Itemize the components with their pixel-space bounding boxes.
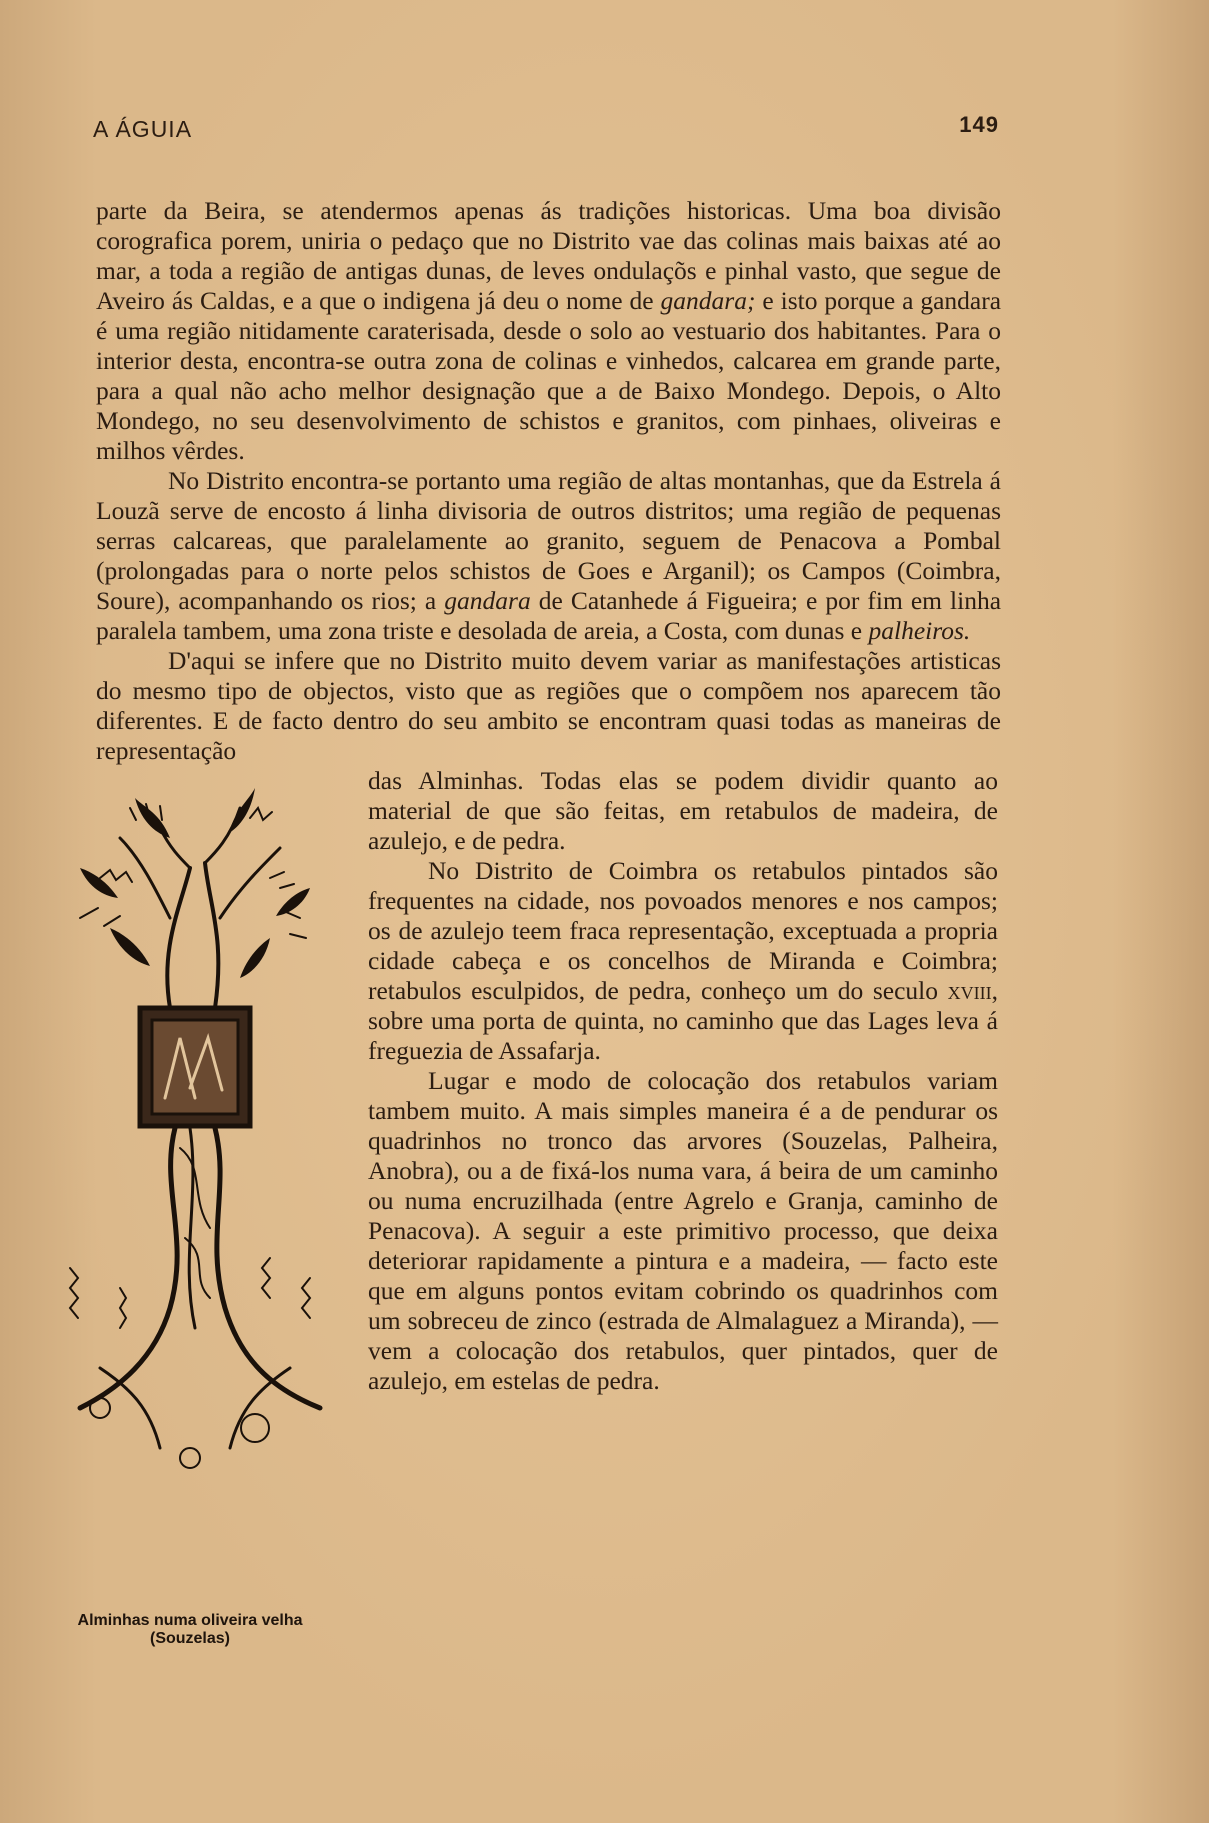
body-text-top [96, 196, 1001, 766]
caption-line-1: Alminhas numa oliveira velha [77, 1612, 303, 1629]
running-title: A ÁGUIA [93, 116, 193, 142]
body-text-lower [368, 856, 998, 1396]
paragraph-5: Lugar e modo de colocação dos retabulos variam tambem muito. A mais simples maneira é a de pendurar os quadrinhos no tronco das arvores (Souzelas, Palheira, Anobra), ou a de fixá-los numa vara, á beira de um caminho ou numa encruzilhada (entre Agrelo e Granja, caminho de Penacova). A seguir a este primitivo processo, que deixa deteriorar rapidamente a pintura e a madeira, — facto este que em alguns pontos evitam cobrindo os quadrinhos com um sobreceu de zinco (estrada de Almalaguez a Miranda), — vem a colocação dos retabulos, quer pintados, quer de azulejo, em estelas de pedra. [368, 1066, 998, 1395]
caption-line-2: (Souzelas) [149, 1630, 230, 1647]
paragraph-1: parte da Beira, se atendermos apenas ás tradições historicas. Uma boa divisão corografica porem, uniria o pedaço que no Distrito vae das colinas mais baixas até ao mar, a toda a região de antigas dunas, de leves ondulaçõs e pinhal vasto, que segue de Aveiro ás Caldas, e a que o indigena já deu o nome de gandara; e isto porque a gandara é uma região nitidamente caraterisada, desde o solo ao vestuario dos habitantes. Para o interior desta, encontra-se outra zona de colinas e vinhedos, calcarea em grande parte, para a qual não acho melhor designação que a de Baixo Mondego. Depois, o Alto Mondego, no seu desenvolvimento de schistos e granitos, com pinhaes, oliveiras e milhos vêrdes. [96, 196, 1002, 465]
page-number: 149 [959, 112, 999, 137]
paragraph-2: No Distrito encontra-se portanto uma região de altas montanhas, que da Estrela á Louzã serve de encosto á linha divisoria de outros distritos; uma região de pequenas serras calcareas, que paralelamente ao granito, seguem de Penacova a Pombal (prolongadas para o norte pelos schistos de Goes e Arganil); os Campos (Coimbra, Soure), acompanhando os rios; a gandara de Catanhede á Figueira; e por fim em linha paralela tambem, uma zona triste e desolada de areia, a Costa, com dunas e palheiros. [96, 466, 1002, 645]
figure-caption [40, 1612, 340, 1648]
emphasis-gandara: gandara; [660, 286, 756, 315]
side-paragraph: das Alminhas. Todas elas se podem dividir quanto ao material de que são feitas, em retabulos de madeira, de azulejo, e de pedra. [368, 766, 998, 855]
paragraph-3: D'aqui se infere que no Distrito muito devem variar as manifestações artisticas do mesmo tipo de objectos, visto que as regiões que o compõem nos aparecem tão diferentes. E de facto dentro do seu ambito se encontram quasi todas as maneiras de representação [96, 646, 1001, 765]
figure-olive-tree [40, 768, 350, 1528]
paragraph-4: No Distrito de Coimbra os retabulos pintados são frequentes na cidade, nos povoados menores e nos campos; os de azulejo teem fraca representação, exceptuada a propria cidade cabeça e os concelhos de Miranda e Coimbra; retabulos esculpidos, de pedra, conheço um do seculo xviii, sobre uma porta de quinta, no caminho que das Lages leva á freguezia de Assafarja. [368, 856, 998, 1065]
body-text-side [368, 766, 998, 856]
olive-tree-illustration-icon [40, 768, 350, 1488]
